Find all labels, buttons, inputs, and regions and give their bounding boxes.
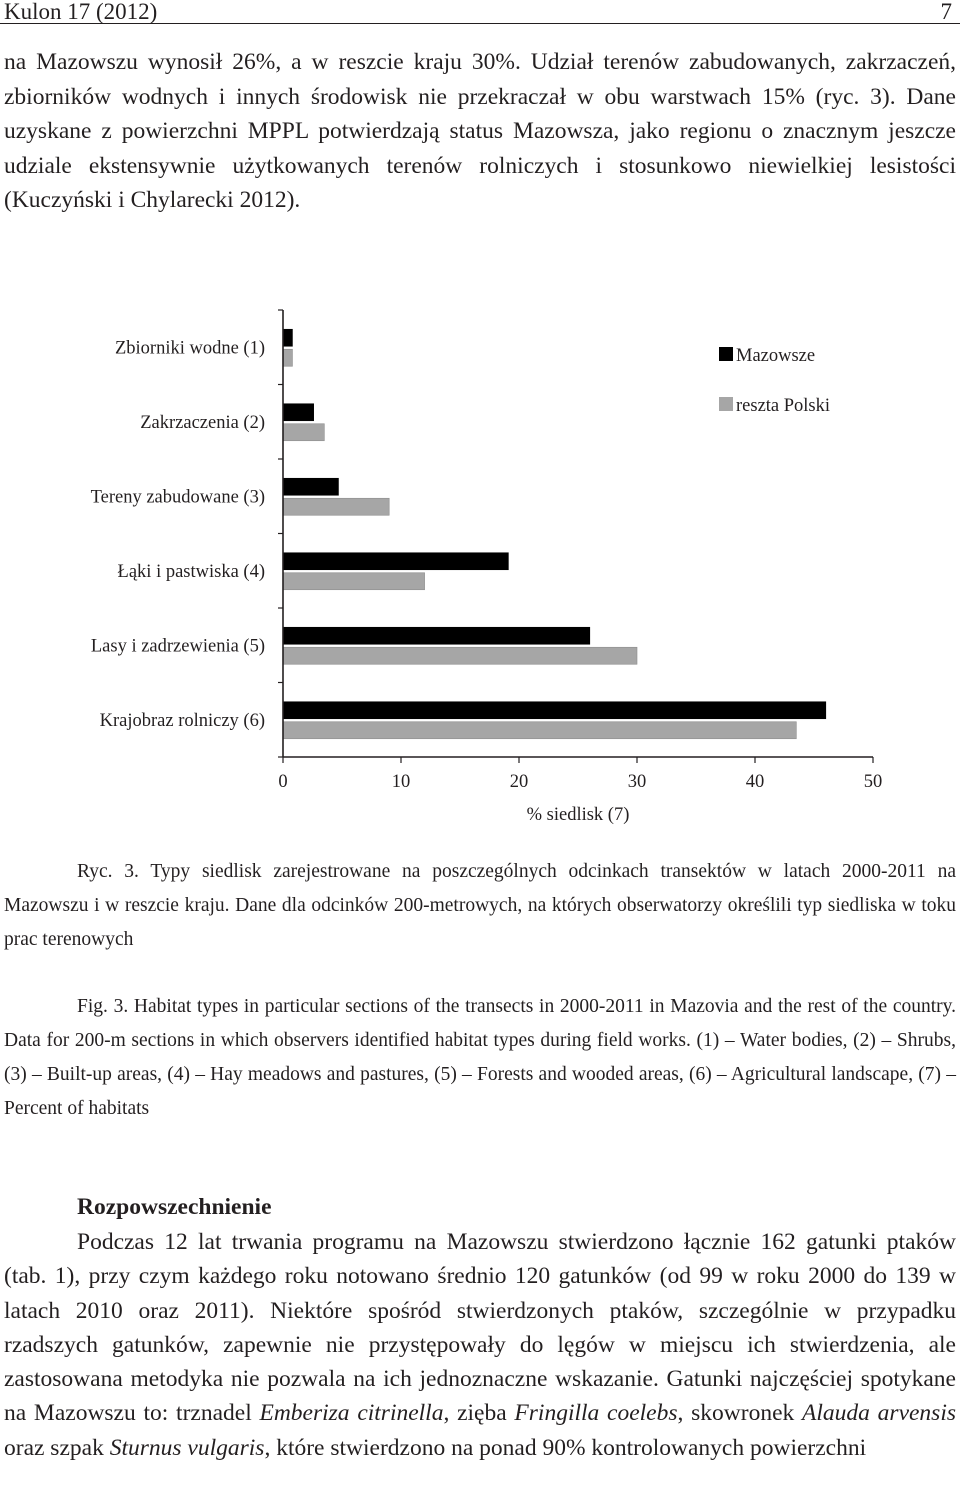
habitat-bar-chart: [0, 290, 960, 835]
bar-reszta-polski: [283, 424, 324, 441]
bar-reszta-polski: [283, 498, 389, 515]
category-label: Łąki i pastwiska (4): [117, 561, 265, 582]
category-label: Zakrzaczenia (2): [140, 412, 265, 433]
legend: [719, 346, 830, 416]
category-label: Krajobraz rolniczy (6): [99, 710, 265, 731]
paragraph-separator: , zięba: [443, 1400, 515, 1427]
section-paragraph: [4, 1225, 956, 1465]
x-axis-label: % siedlisk (7): [526, 805, 630, 825]
legend-label: reszta Polski: [736, 396, 831, 416]
paragraph-separator: oraz szpak: [4, 1434, 110, 1461]
bar-reszta-polski: [283, 573, 425, 590]
x-tick-label: 30: [627, 772, 647, 792]
habitat-chart: [0, 290, 960, 835]
species-name: Alauda arvensis: [802, 1400, 956, 1427]
section-title: Rozpowszechnienie: [77, 1194, 272, 1220]
paragraph-separator: , skowronek: [677, 1400, 803, 1427]
legend-swatch: [719, 347, 733, 361]
category-labels: [91, 338, 265, 731]
caption-en-label: Fig. 3.: [77, 996, 129, 1017]
category-label: Zbiorniki wodne (1): [114, 338, 265, 359]
top-paragraph: na Mazowszu wynosił 26%, a w reszcie kraju 30%. Udział terenów zabudowanych, zakrzaczeń, zbiorników wodnych i innych środowisk nie przekraczał w obu warstwach 15% (ryc. 3). Dane uzyskane z powierzchni MPPL potwierdzają status Mazowsza, jako regionu o znacznym jeszcze udziale ekstensywnie użytkowanych terenów rolniczych i stosunkowo niewielkiej lesistości (Kuczyński i Chylarecki 2012).: [4, 49, 956, 213]
x-tick-label: 50: [863, 772, 883, 792]
x-tick-label: 20: [509, 772, 529, 792]
species-name: Sturnus vulgaris: [109, 1434, 265, 1461]
x-tick-label: 40: [745, 772, 765, 792]
bar-mazowsze: [283, 702, 826, 719]
axes: [278, 310, 873, 763]
species-name: Fringilla coelebs: [514, 1400, 678, 1427]
bar-reszta-polski: [283, 722, 796, 739]
category-label: Lasy i zadrzewienia (5): [90, 636, 265, 657]
x-tick-label: 0: [278, 772, 288, 792]
category-label: Tereny zabudowane (3): [90, 487, 265, 508]
journal-name: Kulon 17 (2012): [4, 0, 158, 24]
figure-caption-en: [4, 990, 956, 1126]
paragraph-start: Podczas 12 lat trwania programu na Mazowszu stwierdzono łącznie 162 gatunki ptaków (tab. 1), przy czym każdego roku notowano średnio 120 gatunków (od 99 w roku 2000 do 139 w latach 2010 oraz 2011). Niektóre spośród stwierdzonych ptaków, szczególnie w przypadku rzadszych gatunków, zapewnie nie przystępowały do lęgów w miejscu ich stwierdzenia, ale zastosowana metodyka nie pozwala na ich jednoznaczne wskazanie. Gatunki najczęściej spotykane na Mazowszu to: trznadel: [4, 1229, 956, 1427]
species-name: Emberiza citrinella: [259, 1400, 444, 1427]
bar-mazowsze: [283, 553, 508, 570]
page-number: 7: [940, 0, 952, 24]
bar-mazowsze: [283, 627, 590, 644]
bar-mazowsze: [283, 404, 314, 421]
running-header: [0, 0, 960, 26]
bars: [283, 329, 826, 739]
legend-swatch: [719, 397, 733, 411]
bar-mazowsze: [283, 329, 292, 346]
bar-mazowsze: [283, 478, 338, 495]
header-rule: [0, 23, 960, 24]
bar-reszta-polski: [283, 647, 637, 664]
tick-labels: [278, 772, 882, 792]
x-tick-label: 10: [391, 772, 411, 792]
caption-pl-text: Typy siedlisk zarejestrowane na poszczególnych odcinkach transektów w latach 2000-2011 na Mazowszu i w reszcie kraju. Dane dla odcinków 200-metrowych, na których obserwatorzy określili typ siedliska w toku prac terenowych: [4, 861, 956, 950]
bar-reszta-polski: [283, 349, 292, 366]
figure-caption-pl: [4, 855, 956, 957]
legend-label: Mazowsze: [736, 346, 816, 366]
paragraph-end: , które stwierdzono na ponad 90% kontrolowanych powierzchni: [264, 1434, 867, 1461]
caption-pl-label: Ryc. 3.: [77, 861, 139, 882]
caption-en-text: Habitat types in particular sections of the transects in 2000-2011 in Mazovia and the rest of the country. Data for 200-m sections in which observers identified habitat types during field works. (1) – Water bodies, (2) – Shrubs, (3) – Built-up areas, (4) – Hay meadows and pastures, (5) – Forests and wooded areas, (6) – Agricultural landscape, (7) – Percent of habitats: [4, 996, 957, 1119]
